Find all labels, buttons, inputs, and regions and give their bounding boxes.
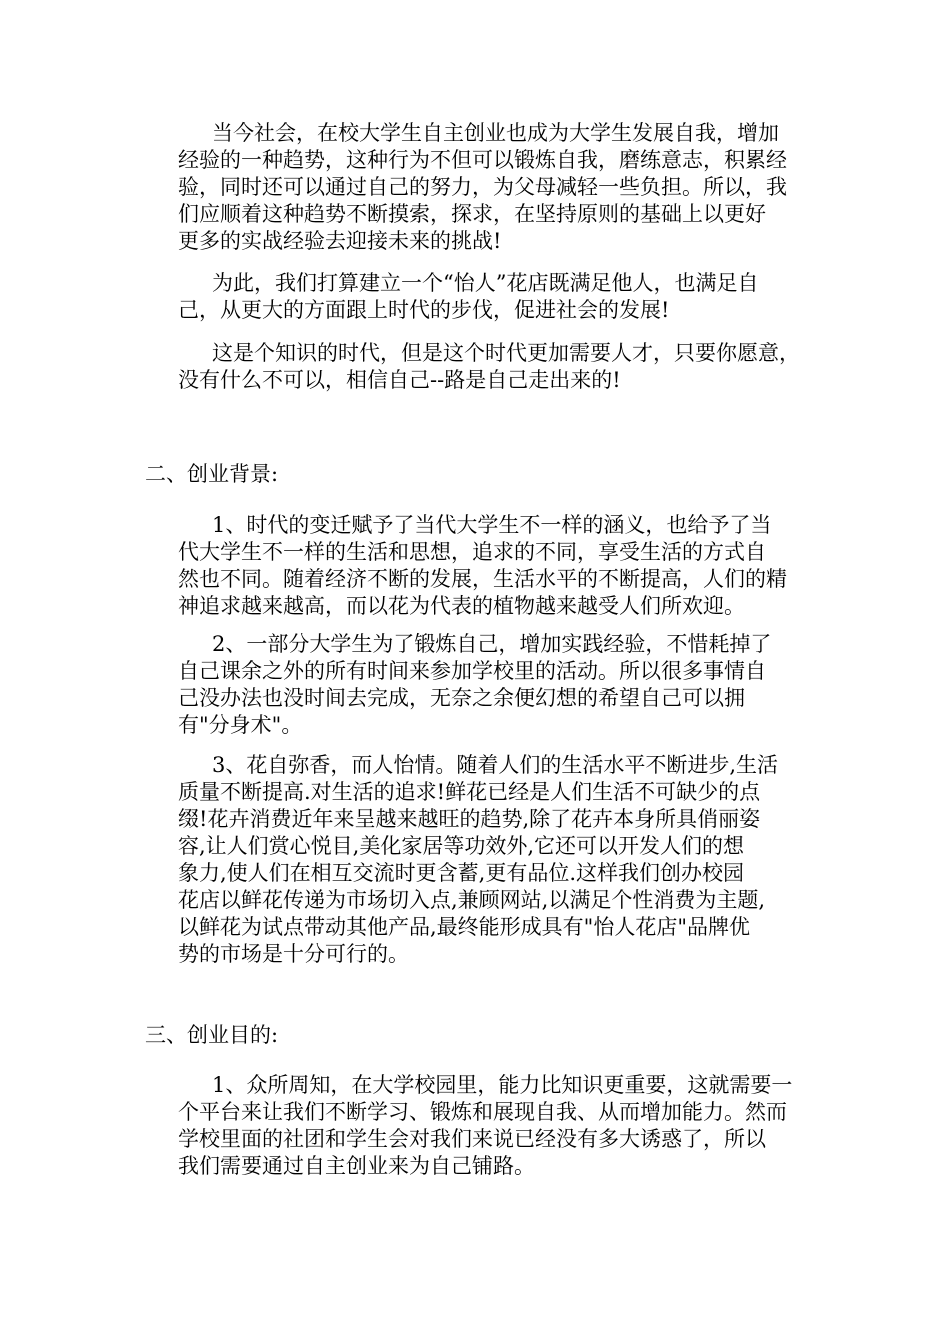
background-paragraph-1 [178,512,818,620]
text-line: 然也不同。随着经济不断的发展，生活水平的不断提高，人们的精 [178,567,787,591]
text-line: 自己课余之外的所有时间来参加学校里的活动。所以很多事情自 [178,659,766,683]
text-line: 2、一部分大学生为了锻炼自己，增加实践经验，不惜耗掉了 [212,632,772,656]
text-line: 花店以鲜花传递为市场切入点,兼顾网站,以满足个性消费为主题, [178,888,766,912]
background-paragraph-3 [178,752,818,968]
text-line: 3、花自弥香，而人怡情。随着人们的生活水平不断进步,生活 [212,753,779,777]
text-line: 学校里面的社团和学生会对我们来说已经没有多大诱惑了，所以 [178,1127,766,1151]
text-line: 质量不断提高.对生活的追求!鲜花已经是人们生活不可缺少的点 [178,780,761,804]
text-line: 神追求越来越高，而以花为代表的植物越来越受人们所欢迎。 [178,594,745,618]
text-line: 经验的一种趋势，这种行为不但可以锻炼自我，磨练意志，积累经 [178,148,787,172]
text-line: 更多的实战经验去迎接未来的挑战! [178,229,502,253]
text-line: 缀!花卉消费近年来呈越来越旺的趋势,除了花卉本身所具俏丽姿 [178,807,761,831]
text-line: 容,让人们赏心悦目,美化家居等功效外,它还可以开发人们的想 [178,834,745,858]
text-line: 为此，我们打算建立一个“怡人”花店既满足他人，也满足自 [212,271,759,295]
intro-paragraph-2 [178,270,818,324]
text-line: 以鲜花为试点带动其他产品,最终能形成具有"怡人花店"品牌优 [178,915,750,939]
text-line: 己没办法也没时间去完成，无奈之余便幻想的希望自己可以拥 [178,686,745,710]
section-heading-purpose: 三、创业目的: [145,1023,279,1047]
text-line: 当今社会，在校大学生自主创业也成为大学生发展自我，增加 [212,121,779,145]
text-line: 1、众所周知，在大学校园里，能力比知识更重要，这就需要一 [212,1073,793,1097]
text-line: 势的市场是十分可行的。 [178,942,409,966]
text-line: 个平台来让我们不断学习、锻炼和展现自我、从而增加能力。然而 [178,1100,787,1124]
text-line: 代大学生不一样的生活和思想，追求的不同，享受生活的方式自 [178,540,766,564]
text-line: 这是个知识的时代，但是这个时代更加需要人才，只要你愿意， [212,341,800,365]
text-line: 没有什么不可以，相信自己--路是自己走出来的! [178,368,621,392]
text-line: 己，从更大的方面跟上时代的步伐，促进社会的发展! [178,298,670,322]
text-line: 象力,使人们在相互交流时更含蓄,更有品位.这样我们创办校园 [178,861,745,885]
background-paragraph-2 [178,631,818,739]
intro-paragraph-3 [178,340,818,394]
text-line: 有"分身术"。 [178,713,303,737]
intro-paragraph-1 [178,120,818,255]
text-line: 1、时代的变迁赋予了当代大学生不一样的涵义，也给予了当 [212,513,772,537]
text-line: 我们需要通过自主创业来为自己铺路。 [178,1154,535,1178]
purpose-paragraph-1 [178,1072,818,1180]
text-line: 们应顺着这种趋势不断摸索，探求，在坚持原则的基础上以更好 [178,202,766,226]
section-heading-background: 二、创业背景: [145,462,279,486]
text-line: 验，同时还可以通过自己的努力，为父母减轻一些负担。所以，我 [178,175,787,199]
